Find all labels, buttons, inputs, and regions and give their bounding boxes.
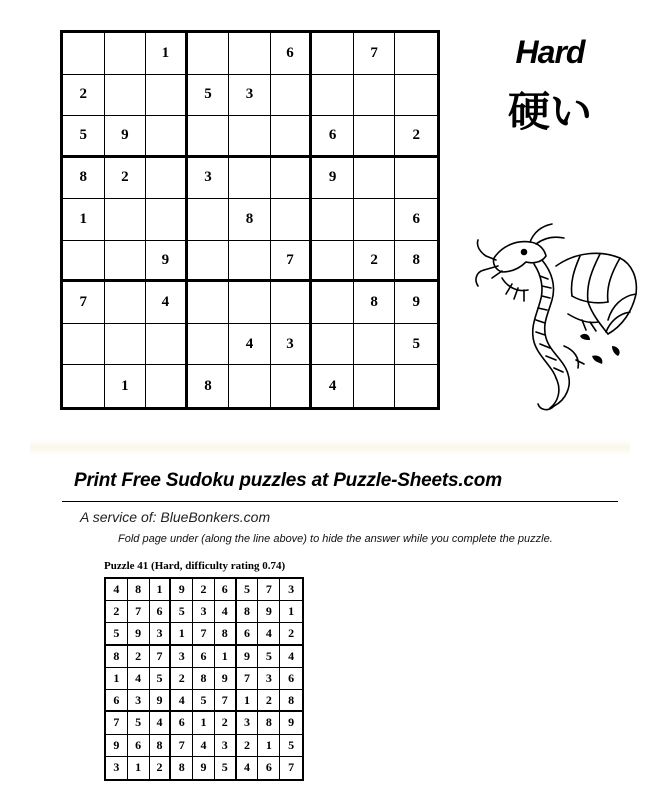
- puzzle-cell: 8: [395, 241, 437, 283]
- puzzle-cell: [271, 158, 313, 200]
- puzzle-cell: 4: [229, 324, 271, 366]
- solution-cell: 6: [280, 668, 302, 690]
- puzzle-cell: [188, 282, 230, 324]
- puzzle-cell: [312, 75, 354, 117]
- solution-cell: 9: [258, 601, 280, 623]
- puzzle-cell: 2: [354, 241, 396, 283]
- puzzle-cell: 9: [395, 282, 437, 324]
- puzzle-cell: 9: [105, 116, 147, 158]
- solution-cell: 5: [280, 735, 302, 757]
- puzzle-cell: [395, 365, 437, 407]
- puzzle-cell: [146, 75, 188, 117]
- puzzle-cell: [105, 199, 147, 241]
- solution-cell: 2: [215, 712, 237, 734]
- puzzle-cell: 5: [395, 324, 437, 366]
- puzzle-cell: 8: [229, 199, 271, 241]
- solution-cell: 9: [193, 757, 215, 779]
- solution-cell: 5: [128, 712, 150, 734]
- puzzle-cell: 7: [354, 33, 396, 75]
- solution-cell: 4: [150, 712, 172, 734]
- solution-cell: 4: [280, 646, 302, 668]
- puzzle-cell: [63, 241, 105, 283]
- solution-cell: 8: [106, 646, 128, 668]
- puzzle-cell: 3: [271, 324, 313, 366]
- puzzle-cell: 2: [105, 158, 147, 200]
- solution-cell: 8: [215, 623, 237, 645]
- puzzle-cell: 7: [63, 282, 105, 324]
- solution-cell: 4: [258, 623, 280, 645]
- puzzle-cell: 4: [312, 365, 354, 407]
- solution-cell: 2: [258, 690, 280, 712]
- puzzle-cell: [105, 282, 147, 324]
- difficulty-title: Hard: [515, 34, 585, 70]
- service-credit: A service of: BlueBonkers.com: [80, 509, 271, 525]
- solution-cell: 5: [258, 646, 280, 668]
- solution-cell: 6: [150, 601, 172, 623]
- puzzle-cell: 6: [271, 33, 313, 75]
- fold-band: [30, 440, 630, 456]
- solution-cell: 2: [128, 646, 150, 668]
- solution-cell: 4: [193, 735, 215, 757]
- solution-cell: 7: [237, 668, 259, 690]
- solution-cell: 1: [128, 757, 150, 779]
- puzzle-cell: [271, 116, 313, 158]
- puzzle-cell: 2: [63, 75, 105, 117]
- puzzle-cell: 7: [271, 241, 313, 283]
- puzzle-cell: [229, 365, 271, 407]
- puzzle-cell: [395, 158, 437, 200]
- solution-cell: 9: [106, 735, 128, 757]
- puzzle-cell: [188, 199, 230, 241]
- solution-cell: 5: [215, 757, 237, 779]
- solution-cell: 3: [280, 579, 302, 601]
- solution-cell: 9: [150, 690, 172, 712]
- solution-cell: 3: [258, 668, 280, 690]
- puzzle-cell: [188, 241, 230, 283]
- puzzle-cell: [312, 199, 354, 241]
- puzzle-cell: [395, 75, 437, 117]
- puzzle-cell: [188, 116, 230, 158]
- solution-cell: 5: [193, 690, 215, 712]
- solution-cell: 3: [150, 623, 172, 645]
- solution-cell: 3: [237, 712, 259, 734]
- solution-cell: 4: [171, 690, 193, 712]
- puzzle-cell: [146, 158, 188, 200]
- puzzle-cell: [105, 241, 147, 283]
- puzzle-cell: [188, 33, 230, 75]
- puzzle-cell: [105, 33, 147, 75]
- solution-cell: 4: [215, 601, 237, 623]
- puzzle-cell: 1: [63, 199, 105, 241]
- solution-cell: 7: [150, 646, 172, 668]
- puzzle-cell: [63, 324, 105, 366]
- solution-cell: 7: [288, 760, 295, 775]
- solution-cell: 8: [258, 712, 280, 734]
- solution-cell: 6: [128, 735, 150, 757]
- puzzle-cell: [105, 75, 147, 117]
- puzzle-cell: 8: [188, 365, 230, 407]
- solution-cell: 3: [171, 646, 193, 668]
- solution-cell: 6: [106, 690, 128, 712]
- solution-cell: 6: [237, 623, 259, 645]
- puzzle-cell: [312, 33, 354, 75]
- solution-cell: 9: [215, 668, 237, 690]
- solution-cell: 8: [150, 735, 172, 757]
- solution-cell: 1: [237, 690, 259, 712]
- solution-cell: 2: [150, 757, 172, 779]
- puzzle-cell: [312, 324, 354, 366]
- fold-line: [62, 501, 618, 502]
- solution-cell: 7: [193, 623, 215, 645]
- solution-cell: 6: [171, 712, 193, 734]
- puzzle-cell: [354, 116, 396, 158]
- fold-instructions: Fold page under (along the line above) to hide the answer while you complete the puzzle.: [118, 533, 553, 545]
- solution-cell: 2: [280, 623, 302, 645]
- solution-cell: 2: [193, 579, 215, 601]
- puzzle-cell: [229, 158, 271, 200]
- solution-cell: 3: [193, 601, 215, 623]
- solution-cell: 1: [193, 712, 215, 734]
- solution-cell: 4: [106, 579, 128, 601]
- puzzle-cell: [354, 324, 396, 366]
- solution-cell: 7: [128, 601, 150, 623]
- puzzle-cell: [271, 75, 313, 117]
- puzzle-cell: [354, 75, 396, 117]
- puzzle-cell: [63, 33, 105, 75]
- solution-cell: 8: [280, 690, 302, 712]
- puzzle-cell: [395, 33, 437, 75]
- puzzle-cell: 1: [146, 33, 188, 75]
- solution-cell: 3: [106, 757, 128, 779]
- solution-cell: 3: [128, 690, 150, 712]
- solution-cell: 7: [258, 579, 280, 601]
- puzzle-cell: 6: [312, 116, 354, 158]
- solution-cell: 9: [171, 579, 193, 601]
- solution-cell: 1: [258, 735, 280, 757]
- puzzle-cell: [354, 365, 396, 407]
- puzzle-cell: [271, 199, 313, 241]
- solution-cell: 4: [128, 668, 150, 690]
- puzzle-cell: [146, 199, 188, 241]
- puzzle-cell: [146, 365, 188, 407]
- puzzle-cell: [229, 282, 271, 324]
- solution-cell: 5: [237, 579, 259, 601]
- puzzle-cell: [146, 324, 188, 366]
- puzzle-cell: [354, 158, 396, 200]
- puzzle-cell: [312, 282, 354, 324]
- puzzle-cell: [312, 241, 354, 283]
- puzzle-cell: [271, 365, 313, 407]
- solution-cell: 8: [237, 601, 259, 623]
- solution-cell: 8: [171, 757, 193, 779]
- solution-cell: 1: [171, 623, 193, 645]
- puzzle-cell: 3: [188, 158, 230, 200]
- puzzle-cell: 8: [63, 158, 105, 200]
- solution-cell: 5: [171, 601, 193, 623]
- difficulty-kanji: 硬い: [507, 87, 592, 136]
- solution-cell: 9: [128, 623, 150, 645]
- puzzle-cell: [229, 33, 271, 75]
- solution-cell: 5: [150, 668, 172, 690]
- puzzle-cell: [105, 324, 147, 366]
- dragon-illustration: [472, 216, 642, 416]
- puzzle-cell: [229, 241, 271, 283]
- solution-cell: 8: [193, 668, 215, 690]
- solution-cell: 1: [150, 579, 172, 601]
- solution-cell: 1: [280, 601, 302, 623]
- solution-cell: 3: [215, 735, 237, 757]
- solution-cell: 1: [106, 668, 128, 690]
- puzzle-cell: [188, 324, 230, 366]
- puzzle-cell: 9: [146, 241, 188, 283]
- puzzle-cell: 5: [188, 75, 230, 117]
- solution-cell: 6: [258, 757, 280, 779]
- solution-cell: 7: [171, 735, 193, 757]
- solution-cell: 5: [106, 623, 128, 645]
- sudoku-puzzle-grid: [60, 30, 440, 410]
- puzzle-cell: 6: [395, 199, 437, 241]
- solution-cell: 2: [171, 668, 193, 690]
- puzzle-cell: [271, 282, 313, 324]
- puzzle-cell: 1: [105, 365, 147, 407]
- puzzle-cell: [229, 116, 271, 158]
- puzzle-cell: 9: [312, 158, 354, 200]
- solution-label: Puzzle 41 (Hard, difficulty rating 0.74): [104, 560, 286, 572]
- solution-cell: 2: [106, 601, 128, 623]
- solution-cell: 2: [237, 735, 259, 757]
- solution-cell: 1: [215, 646, 237, 668]
- solution-cell: 9: [237, 646, 259, 668]
- solution-grid: [104, 577, 304, 781]
- solution-cell: 6: [215, 579, 237, 601]
- puzzle-cell: 8: [354, 282, 396, 324]
- puzzle-cell: [63, 365, 105, 407]
- puzzle-cell: [354, 199, 396, 241]
- puzzle-cell: 4: [146, 282, 188, 324]
- puzzle-cell: 2: [395, 116, 437, 158]
- solution-cell: 7: [106, 712, 128, 734]
- solution-cell: 7: [215, 690, 237, 712]
- solution-cell: 6: [193, 646, 215, 668]
- solution-cell: 8: [128, 579, 150, 601]
- puzzle-cell: 5: [63, 116, 105, 158]
- site-title: Print Free Sudoku puzzles at Puzzle-Sheets.com: [74, 470, 502, 491]
- solution-cell: 9: [280, 712, 302, 734]
- puzzle-cell: [146, 116, 188, 158]
- solution-cell: 4: [237, 757, 259, 779]
- puzzle-cell: 3: [229, 75, 271, 117]
